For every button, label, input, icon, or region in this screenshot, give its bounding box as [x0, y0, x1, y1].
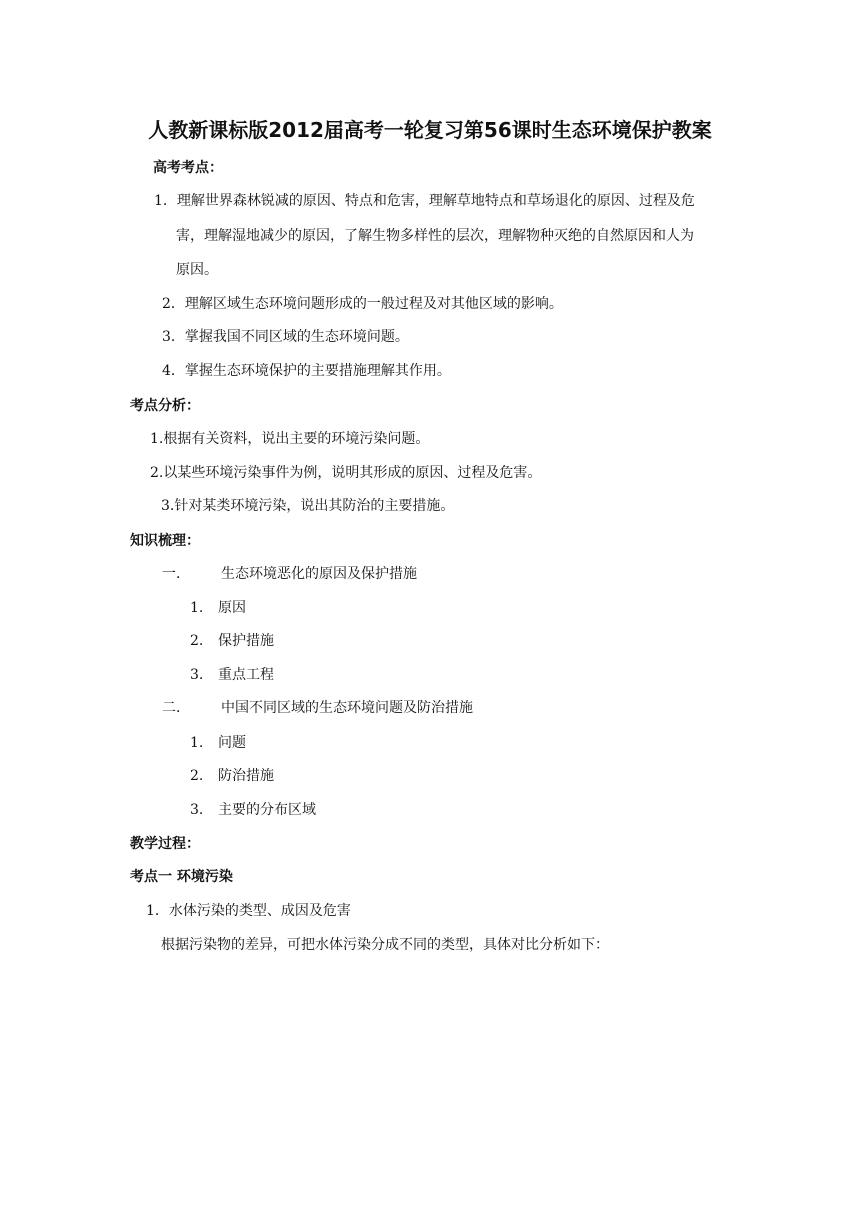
section-2-sub-1-number: 1. [190, 735, 204, 751]
fenxi-item-2: 2.以某些环境污染事件为例，说明其形成的原因、过程及危害。 [150, 465, 542, 481]
section-2-sub-3-number: 3. [190, 802, 204, 818]
section-2-sub-3-label: 主要的分布区域 [218, 802, 316, 818]
water-pollution-paragraph: 根据污染物的差异，可把水体污染分成不同的类型，具体对比分析如下： [161, 937, 609, 953]
section-1-sub-3-number: 3. [190, 667, 204, 683]
section-1-sub-2-number: 2. [190, 633, 204, 649]
kaodian-heading: 高考考点： [153, 160, 223, 176]
page-title: 人教新课标版2012届高考一轮复习第56课时生态环境保护教案 [148, 118, 712, 142]
kaodian-item-1-line-1: 1．理解世界森林锐减的原因、特点和危害，理解草地特点和草场退化的原因、过程及危 [154, 193, 695, 209]
section-1-sub-3-label: 重点工程 [218, 667, 274, 683]
section-1-sub-2-label: 保护措施 [218, 633, 274, 649]
section-2-sub-1-label: 问题 [218, 735, 246, 751]
section-1-sub-1-number: 1. [190, 600, 204, 616]
section-1-number: 一． [162, 566, 190, 582]
kaodian-item-2: 2．理解区域生态环境问题形成的一般过程及对其他区域的影响。 [162, 296, 563, 312]
shuli-heading: 知识梳理： [130, 533, 200, 549]
kaodian-item-1-line-3: 原因。 [176, 262, 218, 278]
guocheng-heading: 教学过程： [130, 836, 200, 852]
water-pollution-item: 1．水体污染的类型、成因及危害 [146, 903, 351, 919]
section-2-title: 中国不同区域的生态环境问题及防治措施 [221, 700, 473, 716]
section-1-title: 生态环境恶化的原因及保护措施 [221, 566, 417, 582]
fenxi-item-3: 3.针对某类环境污染，说出其防治的主要措施。 [161, 498, 455, 514]
kaodian-item-3: 3．掌握我国不同区域的生态环境问题。 [162, 329, 409, 345]
section-2-sub-2-label: 防治措施 [218, 768, 274, 784]
kaodian-item-4: 4．掌握生态环境保护的主要措施理解其作用。 [162, 363, 451, 379]
kaodian-item-1-line-2: 害，理解湿地减少的原因，了解生物多样性的层次，理解物种灭绝的自然原因和人为 [176, 228, 694, 244]
section-1-sub-1-label: 原因 [218, 600, 246, 616]
fenxi-item-1: 1.根据有关资料，说出主要的环境污染问题。 [150, 431, 430, 447]
section-2-number: 二． [162, 700, 190, 716]
kaodian-one-heading: 考点一 环境污染 [130, 869, 233, 885]
section-2-sub-2-number: 2. [190, 768, 204, 784]
fenxi-heading: 考点分析： [130, 398, 200, 414]
